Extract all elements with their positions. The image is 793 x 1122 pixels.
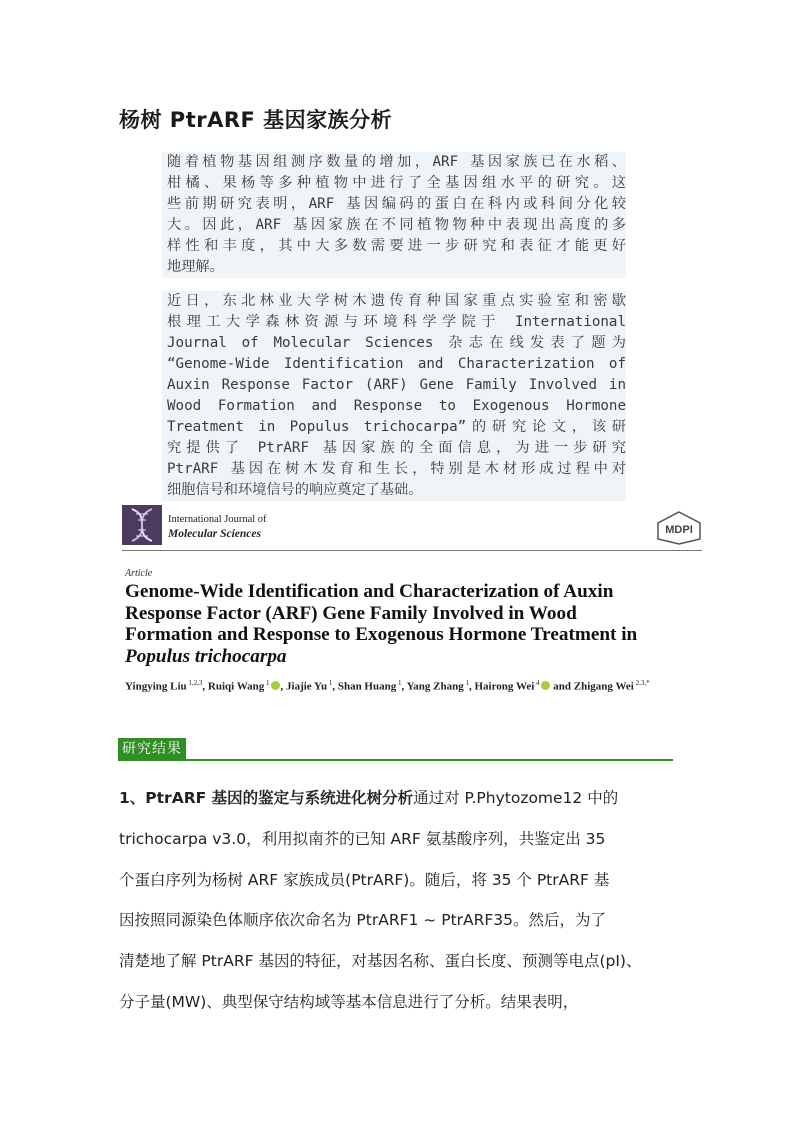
- section-divider: [118, 759, 673, 761]
- text-line: 根理工大学森林资源与环境科学学院于 International: [167, 314, 626, 330]
- author-separator: ,: [401, 680, 407, 693]
- text-line: 细胞信号和环境信号的响应奠定了基础。: [167, 482, 423, 498]
- journal-banner: [122, 505, 702, 551]
- orcid-icon[interactable]: [541, 681, 550, 690]
- author-name: Jiajie Yu: [286, 680, 328, 693]
- author-name: Ruiqi Wang: [207, 680, 265, 693]
- text-line: “Genome-Wide Identification and Characterization of: [167, 356, 626, 372]
- author-affiliation: 2,3,*: [633, 679, 650, 687]
- author-affiliation: 1: [327, 679, 333, 687]
- author-affiliation: 4: [534, 679, 540, 687]
- text-line: PtrARF 基因在树木发育和生长，特别是木材形成过程中对: [167, 461, 626, 477]
- intro-paragraph-2: [162, 291, 626, 501]
- author-affiliation: 1,2,3: [186, 679, 203, 687]
- text-line: 柑橘、果杨等多种植物中进行了全基因组水平的研究。这: [167, 175, 626, 191]
- title-line: Genome-Wide Identification and Characterization of Auxin: [125, 581, 614, 602]
- page-title: 杨树 PtrARF 基因家族分析: [119, 108, 393, 132]
- author-affiliation: 1: [264, 679, 270, 687]
- paper-title: [125, 581, 705, 667]
- section-heading: 研究结果: [118, 738, 186, 760]
- author-separator: ,: [202, 680, 208, 693]
- text-line: 大。因此，ARF 基因家族在不同植物物种中表现出高度的多: [167, 217, 626, 233]
- text-line: trichocarpa v3.0，利用拟南芥的已知 ARF 氨基酸序列，共鉴定出 35: [119, 829, 606, 848]
- text-line: [119, 778, 679, 819]
- dna-helix-icon: [122, 505, 162, 545]
- text-line: 因按照同源染色体顺序依次命名为 PtrARF1 ~ PtrARF35。然后，为了: [119, 911, 607, 930]
- author-separator: ,: [332, 680, 338, 693]
- text-line: 清楚地了解 PtrARF 基因的特征，对基因名称、蛋白长度、预测等电点(pI)、: [119, 952, 642, 971]
- journal-name-line-2: Molecular Sciences: [168, 528, 261, 540]
- author-name: Hairong Wei: [474, 680, 535, 693]
- author-separator: ,: [280, 680, 287, 693]
- text-line: 分子量(MW)、典型保守结构域等基本信息进行了分析。结果表明，: [119, 992, 579, 1011]
- author-name: Yang Zhang: [406, 680, 464, 693]
- author-list: [125, 679, 650, 693]
- divider: [122, 550, 702, 551]
- author-separator: and: [550, 680, 574, 693]
- text-span: 通过对 P.Phytozome12 中的: [413, 789, 619, 807]
- author-affiliation: 1: [396, 679, 402, 687]
- results-paragraph: [119, 778, 679, 1023]
- mdpi-logo-text: MDPI: [665, 524, 693, 536]
- intro-paragraph-1: [162, 152, 626, 278]
- text-line: 近日，东北林业大学树木遗传育种国家重点实验室和密歇: [167, 293, 626, 309]
- text-line: Auxin Response Factor (ARF) Gene Family Involved in: [167, 377, 626, 393]
- text-line: 样性和丰度，其中大多数需要进一步研究和表征才能更好: [167, 238, 626, 254]
- text-line: 地理解。: [167, 259, 224, 275]
- text-line: 随着植物基因组测序数量的增加，ARF 基因家族已在水稻、: [167, 154, 626, 170]
- results-lead-heading: 1、PtrARF 基因的鉴定与系统进化树分析: [119, 789, 414, 807]
- text-line: 个蛋白序列为杨树 ARF 家族成员(PtrARF)。随后，将 35 个 PtrARF 基: [119, 870, 610, 889]
- text-line: 究提供了 PtrARF 基因家族的全面信息，为进一步研究: [167, 440, 626, 456]
- journal-logo: [122, 505, 162, 545]
- title-line: Formation and Response to Exogenous Hormone Treatment in: [125, 624, 638, 645]
- text-line: Journal of Molecular Sciences 杂志在线发表了题为: [167, 335, 626, 351]
- orcid-icon[interactable]: [271, 681, 280, 690]
- mdpi-logo: [656, 511, 702, 545]
- text-line: 些前期研究表明，ARF 基因编码的蛋白在科内或科间分化较: [167, 196, 626, 212]
- text-line: Wood Formation and Response to Exogenous Hormone: [167, 398, 626, 414]
- author-separator: ,: [469, 680, 475, 693]
- title-line: Response Factor (ARF) Gene Family Involved in Wood: [125, 602, 577, 624]
- author-affiliation: 1: [463, 679, 469, 687]
- title-species: Populus trichocarpa: [125, 645, 287, 667]
- journal-name-line-1: International Journal of: [168, 514, 267, 525]
- author-name: Shan Huang: [337, 680, 397, 693]
- article-type-label: Article: [125, 568, 153, 579]
- author-name: Zhigang Wei: [573, 680, 634, 693]
- text-line: Treatment in Populus trichocarpa”的研究论文，该研: [167, 419, 626, 435]
- author-name: Yingying Liu: [125, 680, 187, 693]
